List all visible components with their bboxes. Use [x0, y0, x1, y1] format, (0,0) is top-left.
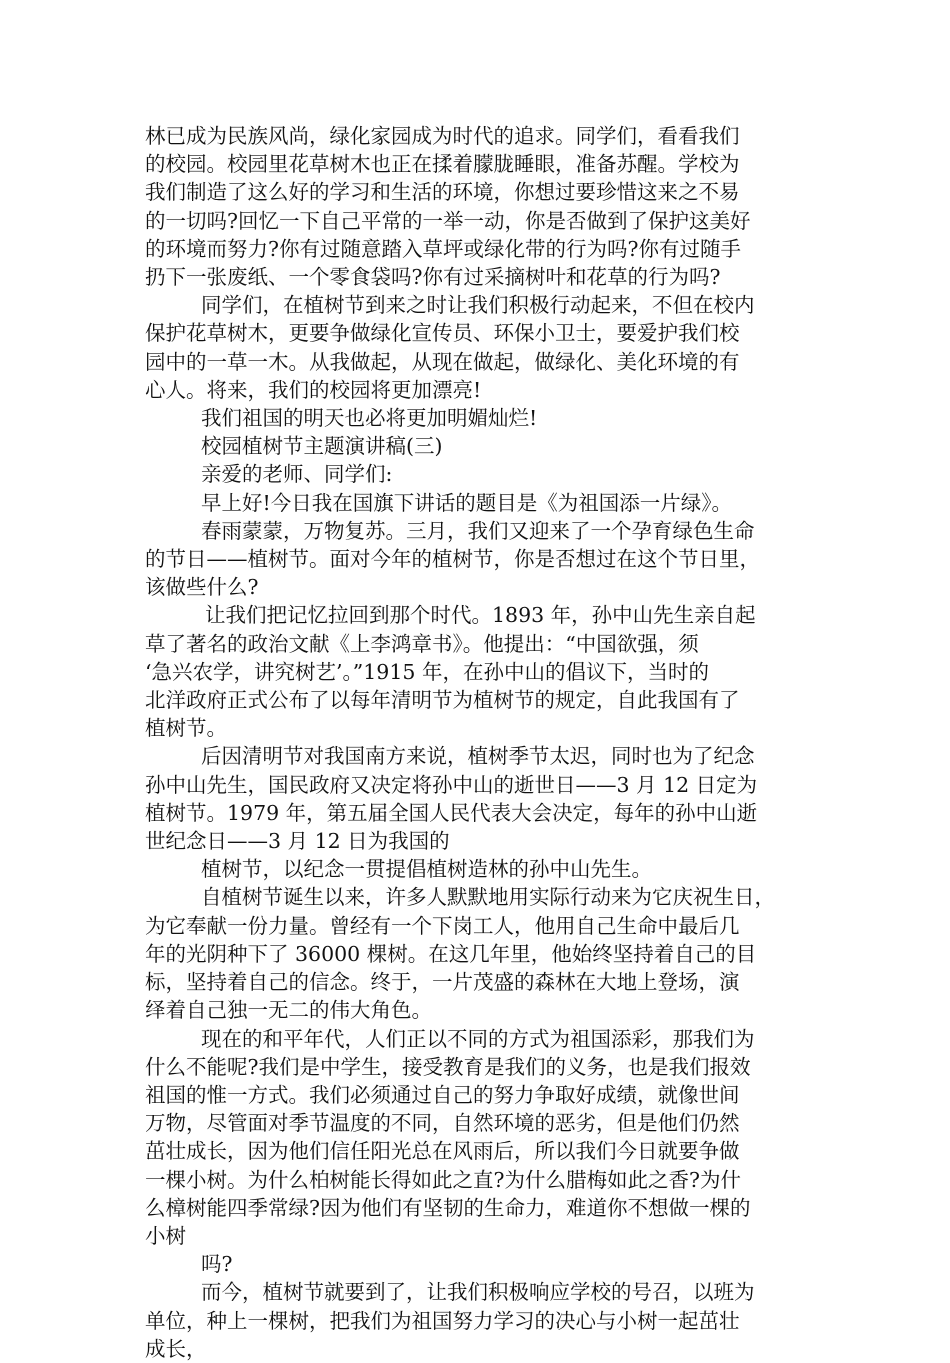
text-line: 年的光阴种下了 36000 棵树。在这几年里，他始终坚持着自己的目 — [145, 941, 757, 966]
text-line: ‘急兴农学，讲究树艺’。”1915 年，在孙中山的倡议下，当时的 — [145, 659, 709, 684]
text-line: 保护花草树木，更要争做绿化宣传员、环保小卫士，要爱护我们校 — [145, 321, 740, 346]
text-line: 绎着自己独一无二的伟大角色。 — [145, 998, 432, 1023]
text-line: 世纪念日——3 月 12 日为我国的 — [145, 829, 450, 854]
paragraph-start: 让我们把记忆拉回到那个时代。1893 年，孙中山先生亲自起 — [205, 603, 756, 628]
paragraph-start: 同学们，在植树节到来之时让我们积极行动起来，不但在校内 — [201, 293, 755, 318]
paragraph-start: 春雨蒙蒙，万物复苏。三月，我们又迎来了一个孕育绿色生命 — [201, 518, 755, 543]
paragraph-start: 而今，植树节就要到了，让我们积极响应学校的号召，以班为 — [201, 1280, 755, 1305]
text-line: 一棵小树。为什么柏树能长得如此之直?为什么腊梅如此之香?为什 — [145, 1167, 741, 1192]
paragraph-start: 我们祖国的明天也必将更加明媚灿烂! — [201, 406, 538, 431]
text-line: 北洋政府正式公布了以每年清明节为植树节的规定，自此我国有了 — [145, 688, 740, 713]
text-line: 茁壮成长，因为他们信任阳光总在风雨后，所以我们今日就要争做 — [145, 1139, 740, 1164]
text-line: 园中的一草一木。从我做起，从现在做起，做绿化、美化环境的有 — [145, 349, 740, 374]
section-title: 校园植树节主题演讲稿(三) — [201, 434, 443, 459]
paragraph-start: 后因清明节对我国南方来说，植树季节太迟，同时也为了纪念 — [201, 744, 755, 769]
text-line: 成长， — [145, 1336, 207, 1361]
text-line: 标，坚持着自己的信念。终于，一片茂盛的森林在大地上登场，演 — [145, 970, 740, 995]
paragraph-start: 吗? — [201, 1252, 233, 1277]
text-line: 么樟树能四季常绿?因为他们有坚韧的生命力，难道你不想做一棵的 — [145, 1195, 751, 1220]
text-line: 万物，尽管面对季节温度的不同，自然环境的恶劣，但是他们仍然 — [145, 1111, 740, 1136]
text-line: 单位，种上一棵树，把我们为祖国努力学习的决心与小树一起茁壮 — [145, 1308, 740, 1333]
paragraph-start: 自植树节诞生以来，许多人默默地用实际行动来为它庆祝生日， — [201, 885, 775, 910]
text-line: 什么不能呢?我们是中学生，接受教育是我们的义务，也是我们报效 — [145, 1054, 751, 1079]
text-line: 植树节。 — [145, 716, 227, 741]
text-line: 为它奉献一份力量。曾经有一个下岗工人，他用自己生命中最后几 — [145, 913, 740, 938]
salutation: 亲爱的老师、同学们: — [201, 462, 393, 487]
text-line: 的一切吗?回忆一下自己平常的一举一动，你是否做到了保护这美好 — [145, 208, 751, 233]
paragraph-start: 植树节，以纪念一贯提倡植树造林的孙中山先生。 — [201, 857, 652, 882]
paragraph-start: 现在的和平年代，人们正以不同的方式为祖国添彩，那我们为 — [201, 1026, 755, 1051]
text-line: 植树节。1979 年，第五届全国人民代表大会决定，每年的孙中山逝 — [145, 800, 758, 825]
text-line: 该做些什么? — [145, 575, 259, 600]
text-line: 草了著名的政治文献《上李鸿章书》。他提出：“中国欲强，须 — [145, 631, 699, 656]
text-line: 林已成为民族风尚，绿化家园成为时代的追求。同学们，看看我们 — [145, 124, 740, 148]
text-line: 的环境而努力?你有过随意踏入草坪或绿化带的行为吗?你有过随手 — [145, 236, 741, 261]
document-body — [145, 122, 815, 1363]
text-line: 我们制造了这么好的学习和生活的环境，你想过要珍惜这来之不易 — [145, 180, 740, 205]
text-line: 的节日——植树节。面对今年的植树节，你是否想过在这个节日里， — [145, 547, 760, 572]
text-line: 的校园。校园里花草树木也正在揉着朦胧睡眼，准备苏醒。学校为 — [145, 152, 740, 177]
paragraph-start: 早上好!今日我在国旗下讲话的题目是《为祖国添一片绿》。 — [201, 490, 732, 515]
text-line: 祖国的惟一方式。我们必须通过自己的努力争取好成绩，就像世间 — [145, 1082, 740, 1107]
text-line: 心人。将来，我们的校园将更加漂亮! — [145, 377, 482, 402]
text-line: 小树 — [145, 1223, 186, 1248]
text-line: 扔下一张废纸、一个零食袋吗?你有过采摘树叶和花草的行为吗? — [145, 265, 721, 290]
text-line: 孙中山先生，国民政府又决定将孙中山的逝世日——3 月 12 日定为 — [145, 772, 758, 797]
